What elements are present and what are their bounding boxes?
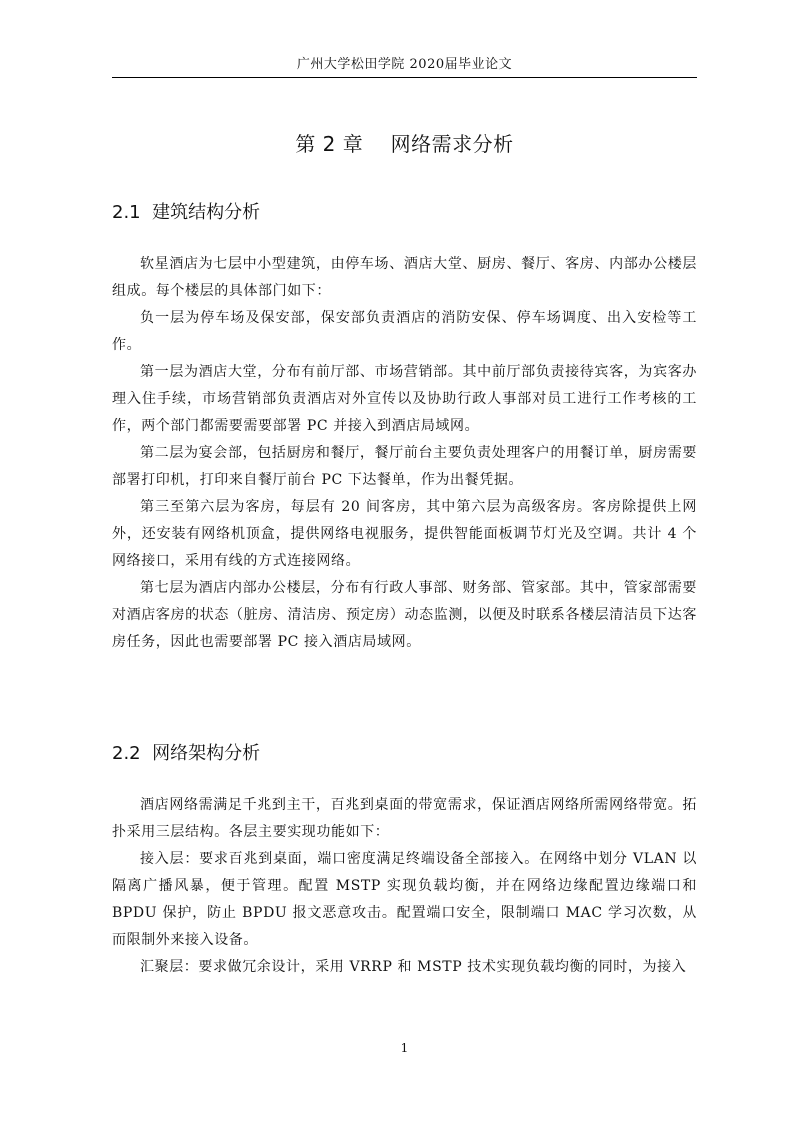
paragraph: 第一层为酒店大堂，分布有前厅部、市场营销部。其中前厅部负责接待宾客，为宾客办理入住手续，市场营销部负责酒店对外宣传以及协助行政人事部对员工进行工作考核的工作，两个部门都需要需要部署 PC 并接入到酒店局域网。 (112, 364, 697, 434)
section-2-2-body (112, 792, 697, 981)
running-header: 广州大学松田学院 2020届毕业论文 (296, 57, 513, 72)
paragraph: 汇聚层：要求做冗余设计，采用 VRRP 和 MSTP 技术实现负载均衡的同时，为接入 (140, 959, 687, 975)
paragraph: 酒店网络需满足千兆到主干，百兆到桌面的带宽需求，保证酒店网络所需网络带宽。拓扑采用三层结构。各层主要实现功能如下： (112, 797, 697, 840)
paragraph: 接入层：要求百兆到桌面，端口密度满足终端设备全部接入。在网络中划分 VLAN 以隔离广播风暴，便于管理。配置 MSTP 实现负载均衡，并在网络边缘配置边缘端口和 BPDU 保护，防止 BPDU 报文恶意攻击。配置端口安全，限制端口 MAC 学习次数，从而限制外来接入设备。 (112, 851, 697, 948)
section-2-1-body (112, 251, 697, 656)
paragraph: 软星酒店为七层中小型建筑，由停车场、酒店大堂、厨房、餐厅、客房、内部办公楼层组成。每个楼层的具体部门如下： (112, 256, 697, 299)
chapter-title: 第 2 章 网络需求分析 (295, 132, 514, 156)
paragraph: 第三至第六层为客房，每层有 20 间客房，其中第六层为高级客房。客房除提供上网外，还安装有网络机顶盒，提供网络电视服务，提供智能面板调节灯光及空调。共计 4 个网络接口，采用有线的方式连接网络。 (112, 499, 697, 569)
page-number: 1 (400, 1041, 409, 1055)
section-title-2-2: 2.2 网络架构分析 (112, 743, 261, 764)
paragraph: 第二层为宴会部，包括厨房和餐厅，餐厅前台主要负责处理客户的用餐订单，厨房需要部署打印机，打印来自餐厅前台 PC 下达餐单，作为出餐凭据。 (112, 445, 697, 488)
header-rule (112, 77, 697, 78)
section-title-2-1: 2.1 建筑结构分析 (112, 202, 261, 223)
paragraph: 第七层为酒店内部办公楼层，分布有行政人事部、财务部、管家部。其中，管家部需要对酒店客房的状态（脏房、清洁房、预定房）动态监测，以便及时联系各楼层清洁员下达客房任务，因此也需要部署 PC 接入酒店局域网。 (112, 580, 697, 650)
paragraph: 负一层为停车场及保安部，保安部负责酒店的消防安保、停车场调度、出入安检等工作。 (112, 310, 697, 353)
